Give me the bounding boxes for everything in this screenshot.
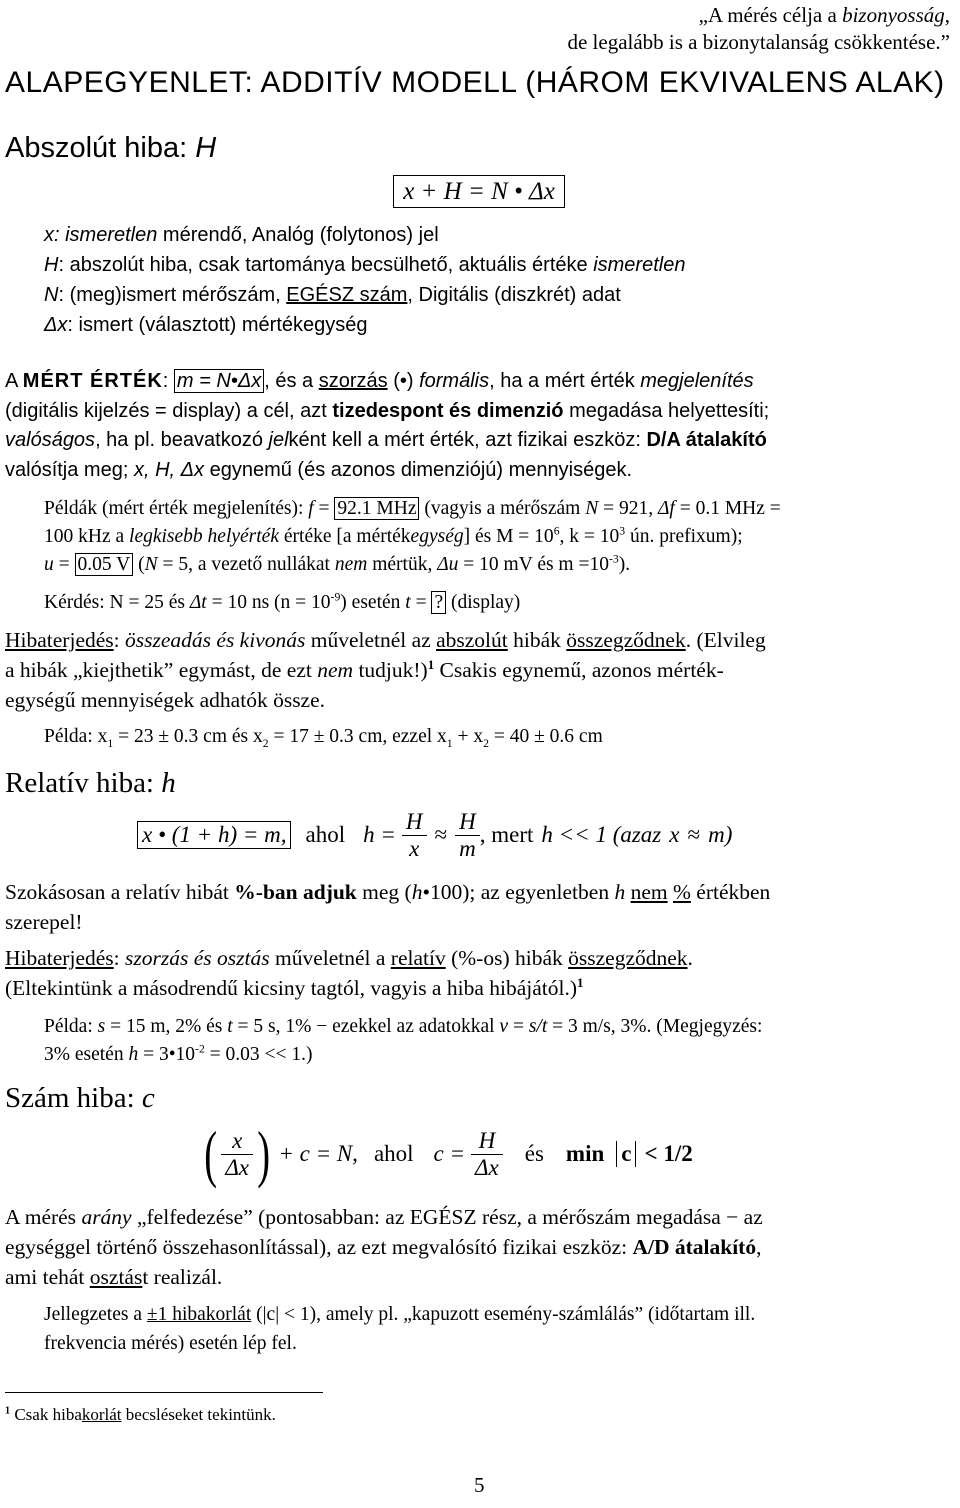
measured-value-paragraph: A MÉRT ÉRTÉK: m = N•Δx , és a szorzás (•) formális, ha a mért érték megjelenítés (digitális kijelzés = display) a cél, azt tizedespont és dimenzió megadása helyettesíti; valóságos, ha pl. beavatkozó jelként kell a mért érték, azt fizikai eszköz: D/A átalakító valósítja meg; x, H, Δx egynemű (és azonos dimenziójú) mennyiségek. [5, 370, 770, 481]
definition-x: x: ismeretlen mérendő, Analóg (folytonos) jel [44, 224, 439, 246]
right-paren: ) [257, 1118, 271, 1189]
footnote: $^1$ Csak hibakorlát becsléseket tekintünk. [5, 1405, 276, 1424]
section-heading-number-error: Szám hiba: c [5, 1082, 155, 1114]
left-paren: ( [204, 1118, 218, 1189]
epigraph-line-2: de legalább is a bizonytalanság csökkentése.” [567, 30, 950, 54]
propagation-multiplication-paragraph: Hibaterjedés: szorzás és osztás műveletnél a relatív (%-os) hibák összegződnek. (Eltekintünk a másodrendű kicsiny tagtól, vagyis a hiba hibájától.)$^1$ [5, 946, 693, 1000]
relative-percent-paragraph: Szokásosan a relatív hibát %-ban adjuk meg (h•100); az egyenletben h nem % értékben szerepel! [5, 880, 771, 934]
examples-paragraph: Példák (mért érték megjelenítés): f = 92.1 MHz (vagyis a mérőszám N = 921, Δf = 0.1 MHz = 100 kHz a legkisebb helyérték értéke [a mértékegység] és $M = 10^6$, $k = 10^3$ ún. prefixum); u = 0.05 V (N = 5, a vezető nullákat nem mértük, Δu = 10 mV és $m =10^{-3}$). [44, 498, 781, 575]
multiplication-example: Példa: s = 15 m, 2% és t = 5 s, 1% − ezekkel az adatokkal v = s/t = 3 m/s, 3%. (Megjegyzés: 3% esetén $h = 3•10^{-2} = 0.03 << 1$.) [44, 1016, 763, 1065]
error-bound-paragraph: Jellegzetes a ±1 hibakorlát (|c| < 1), amely pl. „kapuzott esemény-számlálás” (időtartam ill. frekvencia mérés) esetén lép fel. [44, 1304, 756, 1354]
question-line: Kérdés: N = 25 és Δt = 10 ns $(n = 10^{-9})$ esetén t = ? (display) [44, 590, 521, 613]
ratio-discovery-paragraph: A mérés arány „felfedezése” (pontosabban: az EGÉSZ rész, a mérőszám megadása − az egységgel történő összehasonlítással), az ezt megvalósító fizikai eszköz: A/D átalakító, ami tehát osztást realizál. [5, 1205, 763, 1289]
relative-error-equation: x • (1 + h) = m, ahol h = $\frac{H}{x}$ ≈ $\frac{H}{m}$ , mert h << 1 (azaz x ≈ m) [137, 800, 732, 870]
definition-n: N: (meg)ismert mérőszám, EGÉSZ szám, Digitális (diszkrét) adat [44, 284, 621, 306]
number-error-equation: ( $\frac{x}{\Delta x}$ ) + c = N, ahol c = $\frac{H}{\Delta x}$ és min c < 1/2 [204, 1118, 693, 1189]
section-heading-relative-error: Relatív hiba: h [5, 767, 176, 799]
footnote-divider [5, 1392, 323, 1393]
main-title: ALAPEGYENLET: ADDITÍV MODELL (HÁROM EKVIVALENS ALAK) [5, 66, 945, 99]
page-number: 5 [474, 1473, 485, 1497]
definition-h: H: abszolút hiba, csak tartománya becsülhető, aktuális értéke ismeretlen [44, 254, 686, 276]
section-heading-absolute-error: Abszolút hiba: H [5, 132, 217, 164]
epigraph [567, 2, 950, 56]
definition-dx: Δx: ismert (választott) mértékegység [44, 314, 368, 336]
propagation-addition-paragraph: Hibaterjedés: összeadás és kivonás műveletnél az abszolút hibák összegződnek. (Elvileg a hibák „kiejthetik” egymást, de ezt nem tudjuk!)$^1$ Csakis egynemű, azonos mérték- egységű mennyiségek adhatók össze. [5, 628, 766, 712]
epigraph-line-1: „A mérés célja a bizonyosság, [698, 3, 950, 27]
addition-example: Példa: $x_1 = 23 \pm 0.3$ cm és $x_2 = 17 \pm 0.3$ cm, ezzel $x_1 + x_2 = 40 \pm 0.6$ cm [44, 726, 603, 750]
additive-equation: x + H = N • Δx [393, 175, 565, 208]
